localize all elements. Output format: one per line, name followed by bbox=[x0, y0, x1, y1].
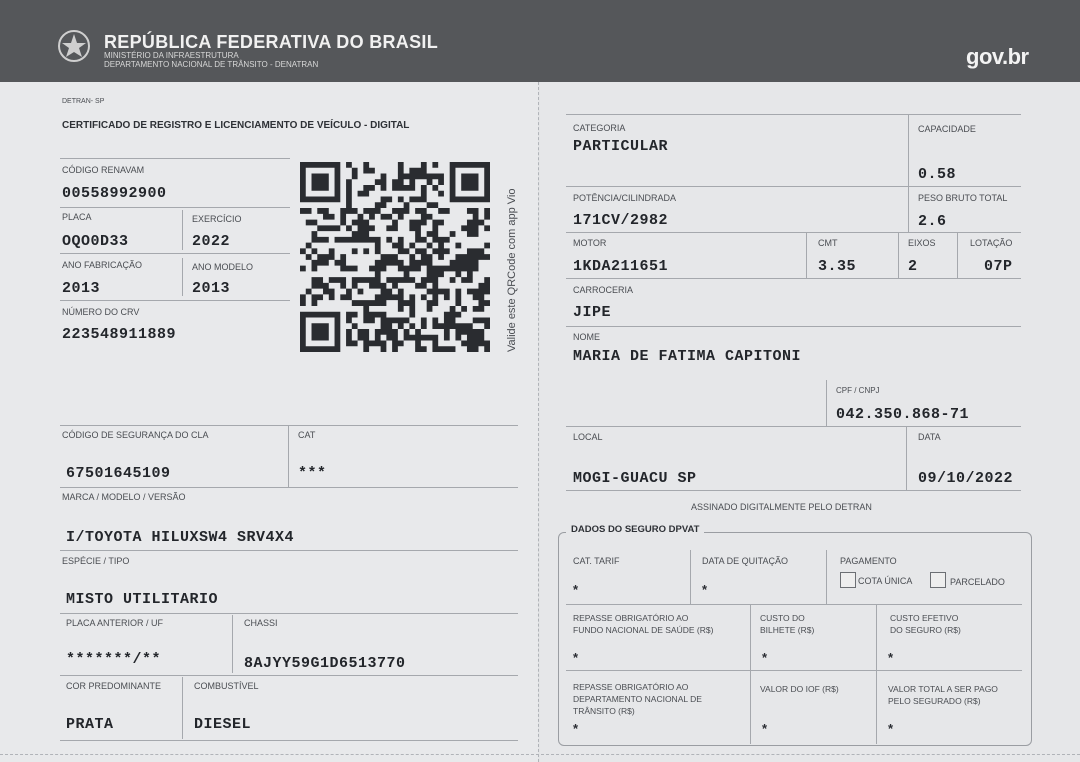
divider bbox=[876, 604, 877, 670]
cor-label: COR PREDOMINANTE bbox=[66, 681, 162, 691]
brazil-coat-of-arms-icon bbox=[56, 28, 92, 64]
data-label: DATA bbox=[918, 432, 941, 442]
capacidade-value: 0.58 bbox=[918, 166, 957, 183]
divider bbox=[566, 604, 1022, 605]
potencia-value: 171CV/2982 bbox=[573, 212, 669, 229]
custo-bilhete-label-2: BILHETE (R$) bbox=[760, 625, 815, 635]
document-title: CERTIFICADO DE REGISTRO E LICENCIAMENTO DE VEÍCULO - DIGITAL bbox=[62, 120, 410, 131]
local-value: MOGI-GUACU SP bbox=[573, 470, 697, 487]
divider bbox=[750, 670, 751, 744]
placa-label: PLACA bbox=[62, 212, 92, 222]
cmt-value: 3.35 bbox=[818, 258, 857, 275]
peso-value: 2.6 bbox=[918, 213, 947, 230]
exercicio-label: EXERCÍCIO bbox=[192, 214, 242, 224]
parcelado-label: PARCELADO bbox=[950, 577, 1005, 587]
divider bbox=[566, 232, 1021, 233]
divider bbox=[806, 232, 807, 278]
placa-value: OQO0D33 bbox=[62, 233, 129, 250]
bottom-cut-line bbox=[0, 754, 1080, 755]
header-ministry: MINISTÉRIO DA INFRAESTRUTURA bbox=[104, 51, 239, 60]
crv-value: 223548911889 bbox=[62, 326, 177, 343]
marca-label: MARCA / MODELO / VERSÃO bbox=[62, 492, 186, 502]
especie-label: ESPÉCIE / TIPO bbox=[62, 556, 130, 566]
cpf-value: 042.350.868-71 bbox=[836, 406, 970, 423]
repasse-dnt-label-1: REPASSE OBRIGATÓRIO AO bbox=[573, 682, 689, 692]
repasse-fns-label-1: REPASSE OBRIGATÓRIO AO bbox=[573, 613, 689, 623]
repasse-dnt-label-3: TRÂNSITO (R$) bbox=[573, 706, 635, 716]
divider bbox=[60, 487, 518, 488]
iof-label: VALOR DO IOF (R$) bbox=[760, 684, 839, 694]
total-value: * bbox=[888, 721, 894, 736]
custo-efetivo-label-2: DO SEGURO (R$) bbox=[890, 625, 961, 635]
placa-anterior-value: *******/** bbox=[66, 651, 162, 668]
ano-fabricacao-value: 2013 bbox=[62, 280, 101, 297]
divider bbox=[566, 278, 1021, 279]
divider bbox=[957, 232, 958, 278]
signed-notice: ASSINADO DIGITALMENTE PELO DETRAN bbox=[691, 502, 872, 512]
custo-efetivo-value: * bbox=[888, 650, 894, 665]
divider bbox=[288, 425, 289, 487]
issuer-label: DETRAN- SP bbox=[62, 98, 105, 105]
dpvat-title: DADOS DO SEGURO DPVAT bbox=[566, 524, 704, 535]
cpf-label: CPF / CNPJ bbox=[836, 386, 880, 395]
custo-bilhete-label-1: CUSTO DO bbox=[760, 613, 805, 623]
divider bbox=[60, 158, 290, 159]
divider bbox=[906, 426, 907, 490]
govbr-logo: gov.br bbox=[966, 44, 1029, 69]
divider bbox=[826, 550, 827, 604]
divider bbox=[182, 210, 183, 250]
chassi-label: CHASSI bbox=[244, 618, 278, 628]
placa-anterior-label: PLACA ANTERIOR / UF bbox=[66, 618, 164, 628]
divider bbox=[566, 670, 1022, 671]
marca-value: I/TOYOTA HILUXSW4 SRV4X4 bbox=[66, 529, 295, 546]
repasse-fns-label-2: FUNDO NACIONAL DE SAÚDE (R$) bbox=[573, 625, 714, 635]
divider bbox=[566, 186, 1021, 187]
cota-unica-checkbox[interactable] bbox=[840, 572, 856, 588]
divider bbox=[182, 258, 183, 296]
cla-label: CÓDIGO DE SEGURANÇA DO CLA bbox=[62, 430, 209, 440]
carroceria-label: CARROCERIA bbox=[573, 285, 634, 295]
divider bbox=[60, 675, 518, 676]
capacidade-label: CAPACIDADE bbox=[918, 124, 976, 134]
custo-bilhete-value: * bbox=[762, 650, 768, 665]
divider bbox=[60, 425, 518, 426]
data-quitacao-value: * bbox=[702, 582, 708, 597]
combustivel-label: COMBUSTÍVEL bbox=[194, 681, 259, 691]
chassi-value: 8AJYY59G1D6513770 bbox=[244, 655, 406, 672]
divider bbox=[566, 326, 1021, 327]
eixos-value: 2 bbox=[908, 258, 918, 275]
repasse-fns-value: * bbox=[573, 650, 579, 665]
divider bbox=[898, 232, 899, 278]
combustivel-value: DIESEL bbox=[194, 716, 252, 733]
total-label-2: PELO SEGURADO (R$) bbox=[888, 696, 981, 706]
cat-tarif-value: * bbox=[573, 582, 579, 597]
header-title: REPÚBLICA FEDERATIVA DO BRASIL bbox=[104, 32, 439, 52]
qr-validation-text: Valide este QRCode com app Vio bbox=[506, 188, 518, 352]
data-quitacao-label: DATA DE QUITAÇÃO bbox=[702, 556, 789, 566]
carroceria-value: JIPE bbox=[573, 304, 612, 321]
categoria-label: CATEGORIA bbox=[573, 123, 626, 133]
divider bbox=[60, 740, 518, 741]
ano-modelo-value: 2013 bbox=[192, 280, 231, 297]
cor-value: PRATA bbox=[66, 716, 114, 733]
nome-label: NOME bbox=[573, 332, 600, 342]
motor-label: MOTOR bbox=[573, 238, 607, 248]
lotacao-label: LOTAÇÃO bbox=[970, 238, 1013, 248]
divider bbox=[60, 300, 290, 301]
renavam-label: CÓDIGO RENAVAM bbox=[62, 165, 145, 175]
cat-label: CAT bbox=[298, 430, 316, 440]
divider bbox=[908, 114, 909, 186]
divider bbox=[750, 604, 751, 670]
potencia-label: POTÊNCIA/CILINDRADA bbox=[573, 193, 677, 203]
divider bbox=[826, 380, 827, 426]
repasse-dnt-label-2: DEPARTAMENTO NACIONAL DE bbox=[573, 694, 702, 704]
cat-value: *** bbox=[298, 465, 327, 482]
local-label: LOCAL bbox=[573, 432, 603, 442]
especie-value: MISTO UTILITARIO bbox=[66, 591, 219, 608]
qr-modules bbox=[300, 162, 490, 352]
parcelado-checkbox[interactable] bbox=[930, 572, 946, 588]
peso-label: PESO BRUTO TOTAL bbox=[918, 193, 1008, 203]
header-department: DEPARTAMENTO NACIONAL DE TRÂNSITO - DENATRAN bbox=[104, 60, 319, 69]
divider bbox=[182, 677, 183, 739]
cmt-label: CMT bbox=[818, 238, 838, 248]
divider bbox=[876, 670, 877, 744]
divider bbox=[60, 550, 518, 551]
cat-tarif-label: CAT. TARIF bbox=[573, 556, 620, 566]
repasse-dnt-value: * bbox=[573, 721, 579, 736]
total-label-1: VALOR TOTAL A SER PAGO bbox=[888, 684, 998, 694]
divider bbox=[60, 207, 290, 208]
divider bbox=[908, 186, 909, 232]
divider bbox=[60, 613, 518, 614]
ano-modelo-label: ANO MODELO bbox=[192, 262, 254, 272]
nome-value: MARIA DE FATIMA CAPITONI bbox=[573, 348, 802, 365]
custo-efetivo-label-1: CUSTO EFETIVO bbox=[890, 613, 959, 623]
pagamento-label: PAGAMENTO bbox=[840, 556, 897, 566]
eixos-label: EIXOS bbox=[908, 238, 936, 248]
iof-value: * bbox=[762, 721, 768, 736]
categoria-value: PARTICULAR bbox=[573, 138, 669, 155]
renavam-value: 00558992900 bbox=[62, 185, 167, 202]
divider bbox=[566, 114, 1021, 115]
divider bbox=[566, 426, 1021, 427]
qr-code[interactable] bbox=[300, 162, 490, 352]
lotacao-value: 07P bbox=[984, 258, 1013, 275]
data-value: 09/10/2022 bbox=[918, 470, 1014, 487]
divider bbox=[60, 253, 290, 254]
cota-unica-label: COTA ÚNICA bbox=[858, 576, 913, 586]
crv-label: NÚMERO DO CRV bbox=[62, 307, 140, 317]
exercicio-value: 2022 bbox=[192, 233, 231, 250]
divider bbox=[566, 490, 1021, 491]
ano-fabricacao-label: ANO FABRICAÇÃO bbox=[62, 260, 143, 270]
divider bbox=[232, 615, 233, 673]
divider bbox=[690, 550, 691, 604]
cla-value: 67501645109 bbox=[66, 465, 171, 482]
motor-value: 1KDA211651 bbox=[573, 258, 669, 275]
fold-line bbox=[538, 82, 541, 762]
